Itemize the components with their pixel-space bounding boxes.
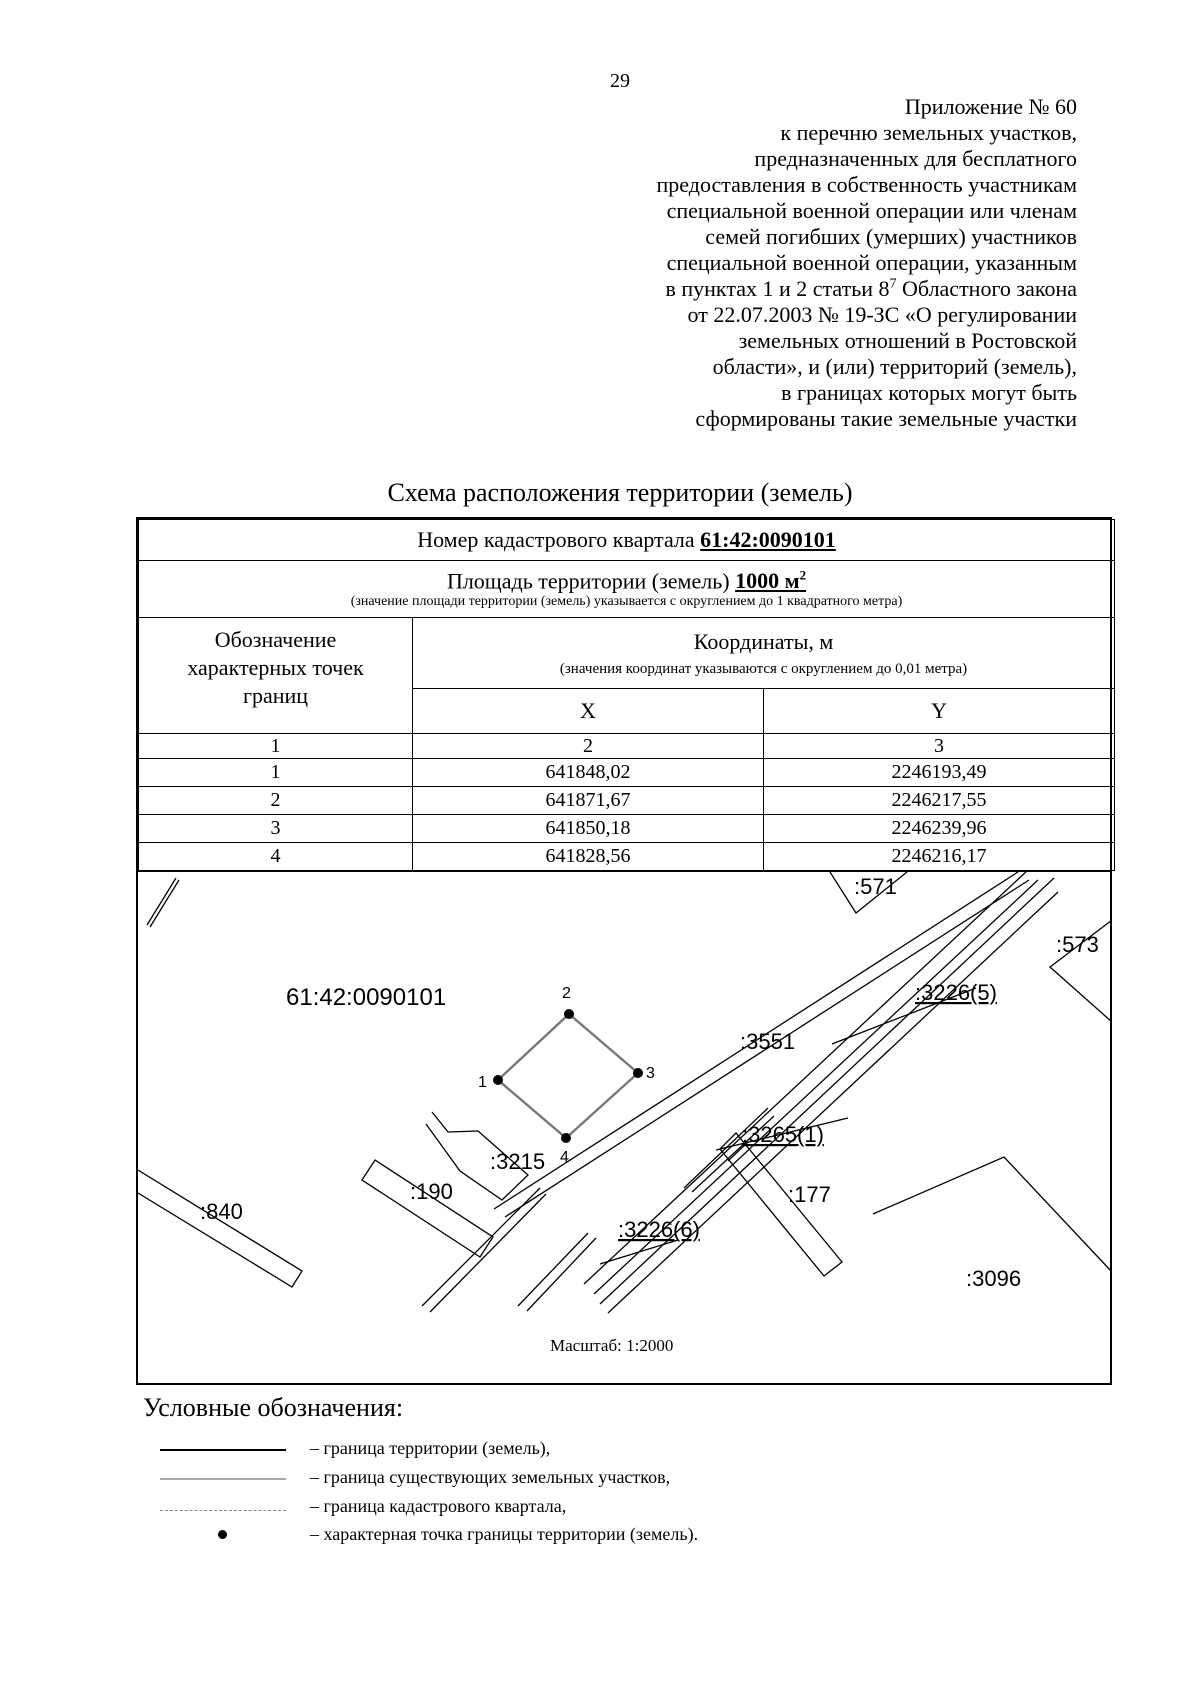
y-cell: 2246217,55: [764, 787, 1115, 815]
parcel-label-3265-1: :3265(1): [742, 1122, 824, 1147]
quarter-label: 61:42:0090101: [286, 984, 447, 1011]
legend-text: – граница существующих земельных участков,: [310, 1467, 671, 1487]
point-label-4: 4: [560, 1149, 569, 1166]
table-row: [139, 759, 1115, 787]
appendix-line: [517, 276, 1077, 302]
parcel-label-3215: :3215: [490, 1149, 546, 1174]
x-cell: 641871,67: [413, 787, 764, 815]
appendix-line: Приложение № 60: [904, 94, 1077, 119]
legend-text: – граница кадастрового квартала,: [310, 1496, 567, 1516]
point-label-3: 3: [646, 1065, 655, 1082]
coordinates-table: [138, 519, 1115, 871]
parcel-label-177: :177: [788, 1182, 831, 1207]
boundary-point-3: [633, 1068, 643, 1078]
scheme-title: Схема расположения территории (земель): [387, 478, 853, 507]
legend-title: Условные обозначения:: [143, 1393, 404, 1422]
area-cell: [139, 561, 1115, 618]
point-label-2: 2: [562, 985, 571, 1002]
appendix-line: земельных отношений в Ростовской: [738, 328, 1077, 353]
appendix-header: [517, 94, 1077, 432]
area-value: [735, 568, 806, 593]
legend-text: – характерная точка границы территории (земель).: [310, 1524, 699, 1544]
road-lines: [494, 872, 1058, 1313]
coords-header: Координаты, м: [693, 628, 834, 654]
parcel-label-3226-6: :3226(6): [618, 1217, 700, 1242]
scheme-frame: [136, 517, 1112, 1385]
boundary-point-4: [561, 1133, 571, 1143]
appendix-line-tail: Областного закона: [896, 276, 1077, 301]
point-label-1: 1: [478, 1074, 487, 1091]
point-cell: 3: [139, 815, 413, 843]
appendix-line: специальной военной операции, указанным: [666, 250, 1077, 275]
area-number: 1000 м: [735, 568, 800, 594]
point-cell: 1: [139, 759, 413, 787]
appendix-line: предназначенных для бесплатного: [754, 146, 1077, 171]
appendix-line: в границах которых могут быть: [781, 380, 1077, 405]
area-row: [139, 561, 1115, 618]
x-cell: 641848,02: [413, 759, 764, 787]
parcel-3096-boundary: [873, 1157, 1110, 1272]
road-lines-bottom: [422, 1188, 678, 1312]
column-number: 3: [764, 734, 1115, 759]
legend-symbol-solid-line: [160, 1449, 286, 1451]
boundary-point-2: [564, 1009, 574, 1019]
parcel-label-3226-5: :3226(5): [915, 980, 997, 1005]
map-scale: Масштаб: 1:2000: [550, 1336, 674, 1355]
appendix-line-text: в пунктах 1 и 2 статьи 8: [665, 276, 890, 301]
parcel-label-573: :573: [1056, 932, 1099, 957]
appendix-line: от 22.07.2003 № 19-ЗС «О регулировании: [687, 302, 1077, 327]
coords-note: (значения координат указываются с округлением до 0,01 метра): [559, 660, 968, 677]
point-dot-icon: [218, 1530, 227, 1539]
point-cell: 4: [139, 843, 413, 871]
cadastral-label: Номер кадастрового квартала: [417, 527, 701, 552]
y-header: Y: [764, 689, 1115, 734]
parcel-840-boundary: [138, 1170, 302, 1287]
parcel-label-571: :571: [854, 874, 897, 899]
boundary-point-1: [493, 1075, 503, 1085]
legend-symbol-gray-line: [160, 1478, 286, 1480]
appendix-line: семей погибших (умерших) участников: [705, 224, 1077, 249]
area-label: Площадь территории (земель): [446, 568, 736, 594]
cadastral-number: 61:42:0090101: [700, 527, 836, 552]
x-header: X: [413, 689, 764, 734]
article-superscript: 7: [889, 276, 897, 292]
legend-symbol-dashed-line: [160, 1510, 286, 1511]
coords-header-cell: [413, 618, 1115, 689]
appendix-line: к перечню земельных участков,: [780, 120, 1077, 145]
parcel-label-3551: :3551: [740, 1029, 796, 1054]
y-cell: 2246239,96: [764, 815, 1115, 843]
appendix-line: области», и (или) территорий (земель),: [712, 354, 1077, 379]
parcel-190-boundary: [362, 1160, 493, 1257]
y-cell: 2246193,49: [764, 759, 1115, 787]
map-line-topleft: [147, 878, 179, 927]
cadastral-map: [138, 872, 1110, 1381]
territory-boundary: [498, 1014, 638, 1138]
points-header: Обозначение характерных точек границ: [139, 618, 413, 734]
table-row: [139, 787, 1115, 815]
point-cell: 2: [139, 787, 413, 815]
table-row: [139, 815, 1115, 843]
parcel-label-840: :840: [200, 1199, 243, 1224]
area-unit-superscript: 2: [799, 567, 807, 583]
column-numbers-row: [139, 734, 1115, 759]
area-note: (значение площади территории (земель) указывается с округлением до 1 квадратного метра): [350, 594, 903, 610]
column-number: 1: [139, 734, 413, 759]
appendix-line: специальной военной операции или членам: [666, 198, 1077, 223]
x-cell: 641828,56: [413, 843, 764, 871]
legend-symbol-point: [160, 1530, 286, 1540]
cadastral-row: [139, 520, 1115, 561]
y-cell: 2246216,17: [764, 843, 1115, 871]
cadastral-cell: [139, 520, 1115, 561]
map-area: [138, 871, 1110, 1381]
page-number: 29: [610, 70, 630, 92]
parcel-label-190: :190: [410, 1179, 453, 1204]
x-cell: 641850,18: [413, 815, 764, 843]
header-row: [139, 618, 1115, 689]
column-number: 2: [413, 734, 764, 759]
appendix-line: сформированы такие земельные участки: [695, 406, 1077, 431]
legend-text: – граница территории (земель),: [310, 1438, 551, 1458]
parcel-label-3096: :3096: [966, 1266, 1022, 1291]
appendix-line: предоставления в собственность участникам: [656, 172, 1077, 197]
table-row: [139, 843, 1115, 871]
